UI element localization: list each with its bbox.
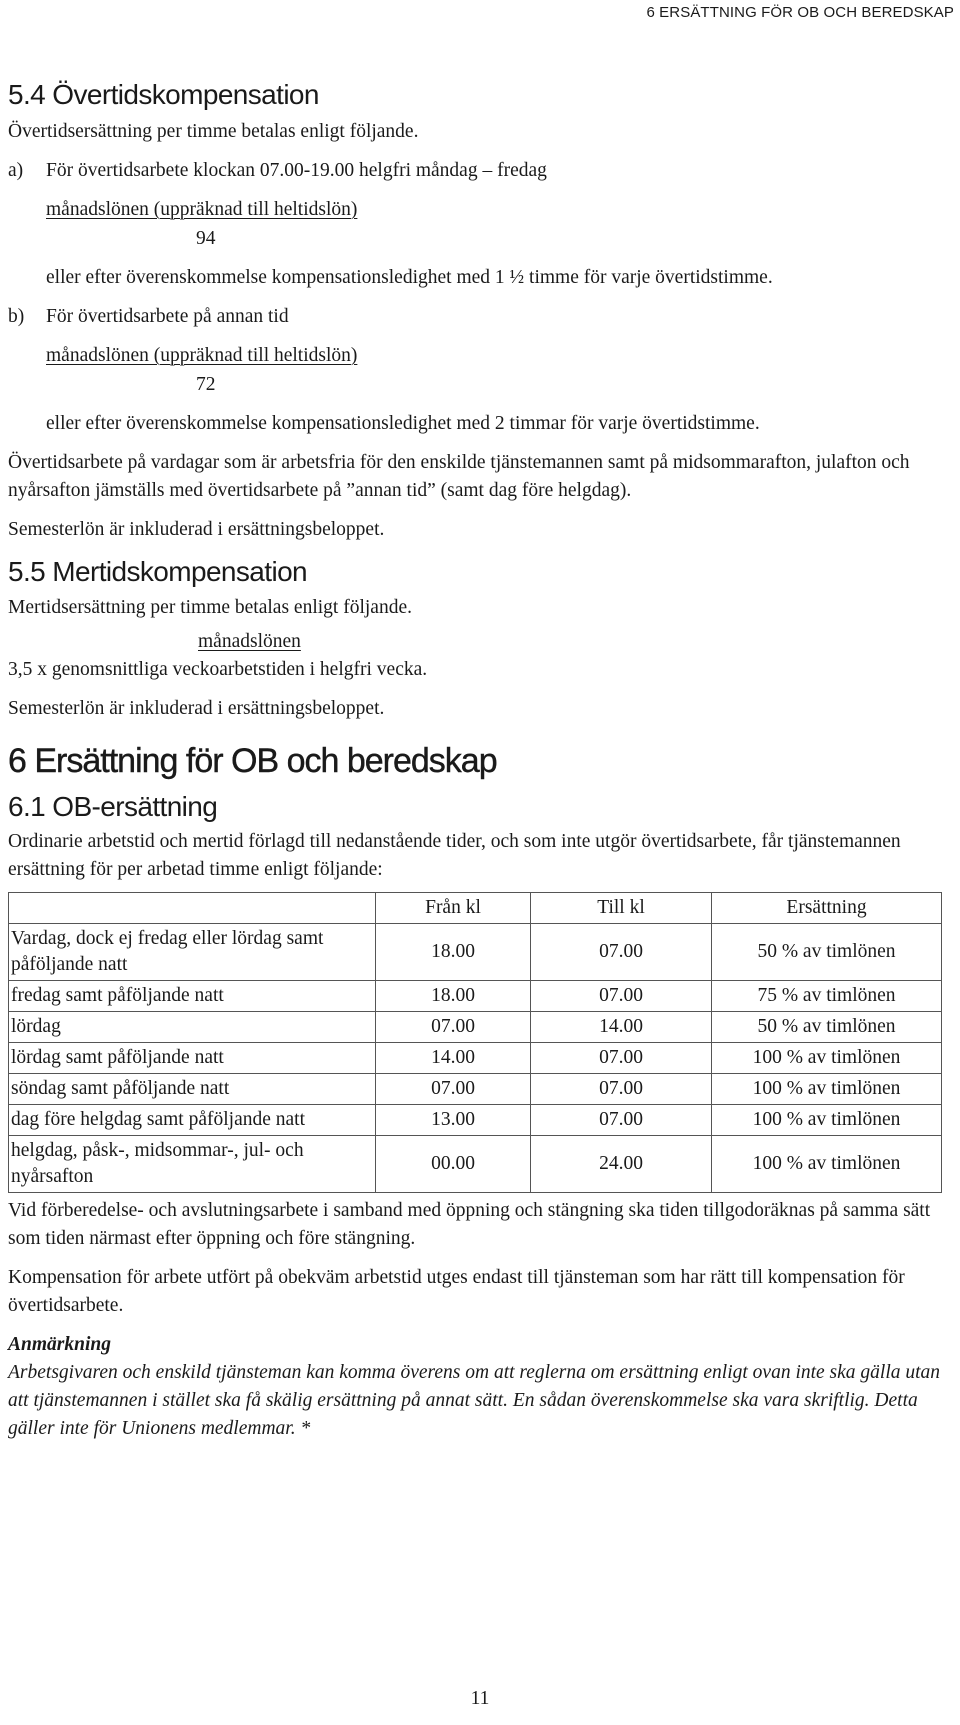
table-header-row — [9, 892, 942, 923]
overtime-intro: Övertidsersättning per timme betalas enligt följande. — [8, 120, 419, 142]
table-header-cell: Ersättning — [712, 892, 942, 923]
table-cell: 100 % av timlönen — [712, 1073, 942, 1104]
mertid-fraction-denominator: 3,5 x genomsnittliga veckoarbetstiden i helgfri vecka. — [8, 659, 428, 681]
page-content — [8, 78, 948, 1454]
fraction-b-denominator: 72 — [196, 373, 216, 395]
table-row — [9, 1042, 942, 1073]
section-heading-5-4: 5.4 Övertidskompensation — [8, 79, 319, 110]
list-item-b — [8, 303, 948, 331]
mertid-holiday-pay-note: Semesterlön är inkluderad i ersättningsbeloppet. — [8, 698, 385, 720]
table-header-cell — [9, 892, 376, 923]
table-cell: lördag samt påföljande natt — [9, 1042, 376, 1073]
mertid-intro: Mertidsersättning per timme betalas enligt följande. — [8, 597, 412, 619]
section-heading-6-1: 6.1 OB-ersättning — [8, 790, 218, 822]
table-cell: 18.00 — [376, 980, 531, 1011]
page-number: 11 — [470, 1688, 490, 1709]
table-cell: 07.00 — [531, 1073, 712, 1104]
table-row — [9, 1104, 942, 1135]
table-cell: 07.00 — [531, 980, 712, 1011]
section-heading-5-5: 5.5 Mertidskompensation — [8, 555, 308, 587]
alternative-a: eller efter överenskommelse kompensationsledighet med 1 ½ timme för varje övertidstimme. — [46, 266, 773, 288]
table-row — [9, 980, 942, 1011]
list-label-a: a) — [8, 159, 24, 181]
table-cell: 24.00 — [531, 1135, 712, 1192]
ob-rates-table — [8, 892, 942, 1193]
table-cell: 14.00 — [531, 1011, 712, 1042]
table-cell: 50 % av timlönen — [712, 923, 942, 980]
table-header-cell: Till kl — [531, 892, 712, 923]
table-cell: 14.00 — [376, 1042, 531, 1073]
table-cell: dag före helgdag samt påföljande natt — [9, 1104, 376, 1135]
fraction-a-numerator: månadslönen (uppräknad till heltidslön) — [46, 198, 358, 220]
fraction-b — [46, 342, 948, 399]
note-text: Arbetsgivaren och enskild tjänsteman kan komma överens om att reglerna om ersättning enligt ovan inte ska gälla utan att tjänstemannen i stället ska få skälig ersättning på annat sätt. En sådan överenskommelse ska vara skriftlig. Detta gäller inte för Unionens medlemmar. * — [8, 1361, 941, 1439]
mertid-fraction-numerator: månadslönen — [198, 631, 301, 653]
table-cell: lördag — [9, 1011, 376, 1042]
table-row — [9, 1073, 942, 1104]
ob-intro: Ordinarie arbetstid och mertid förlagd till nedanstående tider, och som inte utgör övertidsarbete, får tjänstemannen ersättning för per arbetad timme enligt följande: — [8, 830, 901, 880]
table-cell: Vardag, dock ej fredag eller lördag samt påföljande natt — [9, 923, 376, 980]
alternative-b: eller efter överenskommelse kompensationsledighet med 2 timmar för varje övertidstimme. — [46, 412, 760, 434]
fraction-a — [46, 196, 948, 253]
table-cell: 00.00 — [376, 1135, 531, 1192]
list-item-a — [8, 157, 948, 185]
ob-eligibility-paragraph: Kompensation för arbete utfört på obekväm arbetstid utges endast till tjänsteman som har rätt till kompensation för övertidsarbete. — [8, 1266, 905, 1316]
overtime-holiday-pay-note: Semesterlön är inkluderad i ersättningsbeloppet. — [8, 518, 385, 540]
table-cell: 07.00 — [531, 923, 712, 980]
table-cell: 18.00 — [376, 923, 531, 980]
table-cell: 100 % av timlönen — [712, 1135, 942, 1192]
list-label-b: b) — [8, 305, 25, 327]
table-cell: söndag samt påföljande natt — [9, 1073, 376, 1104]
table-cell: 07.00 — [531, 1042, 712, 1073]
fraction-b-numerator: månadslönen (uppräknad till heltidslön) — [46, 344, 358, 366]
table-row — [9, 1011, 942, 1042]
table-cell: 07.00 — [531, 1104, 712, 1135]
table-row — [9, 923, 942, 980]
table-cell: 50 % av timlönen — [712, 1011, 942, 1042]
table-cell: 75 % av timlönen — [712, 980, 942, 1011]
note-title: Anmärkning — [8, 1333, 111, 1355]
fraction-a-denominator: 94 — [196, 227, 216, 249]
table-cell: helgdag, påsk-, midsommar-, jul- och nyårsafton — [9, 1135, 376, 1192]
table-cell: 100 % av timlönen — [712, 1042, 942, 1073]
overtime-paragraph: Övertidsarbete på vardagar som är arbetsfria för den enskilde tjänstemannen samt på midsommarafton, julafton och nyårsafton jämställs med övertidsarbete på ”annan tid” (samt dag före helgdag). — [8, 451, 910, 501]
running-header: 6 ERSÄTTNING FÖR OB OCH BEREDSKAP — [646, 4, 954, 21]
table-cell: fredag samt påföljande natt — [9, 980, 376, 1011]
table-row — [9, 1135, 942, 1192]
table-cell: 07.00 — [376, 1073, 531, 1104]
chapter-heading-6: 6 Ersättning för OB och beredskap — [8, 742, 497, 781]
list-text-a: För övertidsarbete klockan 07.00-19.00 helgfri måndag – fredag — [46, 159, 547, 181]
mertid-fraction — [8, 628, 948, 684]
table-header-cell: Från kl — [376, 892, 531, 923]
table-cell: 07.00 — [376, 1011, 531, 1042]
ob-prep-paragraph: Vid förberedelse- och avslutningsarbete i samband med öppning och stängning ska tiden tillgodoräknas på samma sätt som tiden närmast efter öppning och före stängning. — [8, 1199, 931, 1249]
table-cell: 13.00 — [376, 1104, 531, 1135]
list-text-b: För övertidsarbete på annan tid — [46, 305, 289, 327]
table-cell: 100 % av timlönen — [712, 1104, 942, 1135]
